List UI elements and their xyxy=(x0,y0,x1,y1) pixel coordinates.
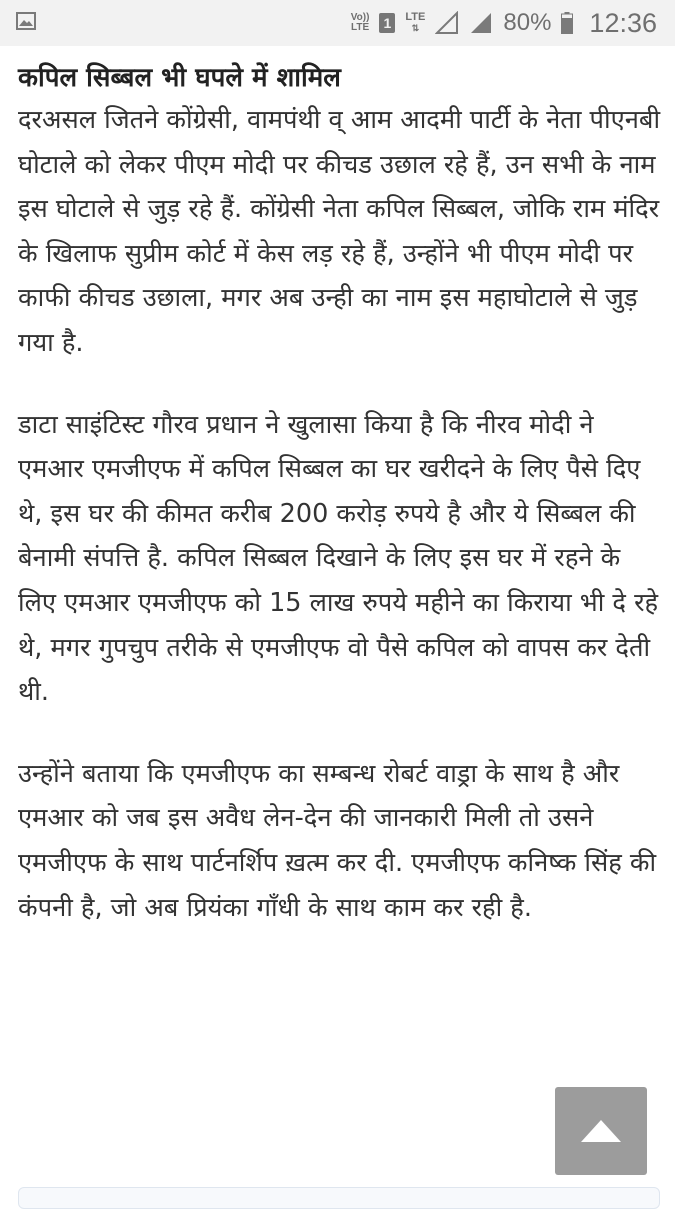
next-content-card xyxy=(18,1187,660,1209)
clock-time: 12:36 xyxy=(589,7,657,38)
battery-icon xyxy=(561,12,573,34)
data-arrows-icon: ⇅ xyxy=(411,23,420,33)
article-body xyxy=(18,58,663,967)
article-headline: कपिल सिब्बल भी घपले में शामिल xyxy=(18,63,341,93)
article-paragraph: दरअसल जितने कोंग्रेसी, वामपंथी व् आम आदमी पार्टी के नेता पीएनबी घोटाले को लेकर पीएम मोदी पर कीचड उछाल रहे हैं, उन सभी के नाम इस घोटाले से जुड़ रहे हैं. कोंग्रेसी नेता कपिल सिब्बल, जोकि राम मंदिर के खिलाफ सुप्रीम कोर्ट में केस लड़ रहे हैं, उन्होंने भी पीएम मोदी पर काफी कीचड उछाला, मगर अब उन्ही का नाम इस महाघोटाले से जुड़ गया है. xyxy=(18,105,661,358)
volte-indicator: Vo)) LTE xyxy=(350,12,370,33)
article-paragraph: डाटा साइंटिस्ट गौरव प्रधान ने खुलासा किया है कि नीरव मोदी ने एमआर एमजीएफ में कपिल सिब्बल का घर खरीदने के लिए पैसे दिए थे, इस घर की कीमत करीब 200 करोड़ रुपये है और ये सिब्बल की बेनामी संपत्ति है. कपिल सिब्बल दिखाने के लिए इस घर में रहने के लिए एमआर एमजीएफ को 15 लाख रुपये महीने का किराया भी दे रहे थे, मगर गुपचुप तरीके से एमजीएफ वो पैसे कपिल को वापस कर देती थी. xyxy=(18,409,659,708)
chevron-up-icon xyxy=(579,1118,623,1144)
sim-slot-badge: 1 xyxy=(379,13,395,33)
status-icons xyxy=(351,0,657,46)
scroll-to-top-button[interactable] xyxy=(555,1087,647,1175)
image-icon xyxy=(16,12,36,30)
battery-percent: 80% xyxy=(503,9,552,36)
signal-strength-icon xyxy=(469,11,493,35)
signal-outline-icon xyxy=(435,11,459,35)
lte-indicator: LTE ⇅ xyxy=(405,11,426,33)
article-paragraph: उन्होंने बताया कि एमजीएफ का सम्बन्ध रोबर्ट वाड्रा के साथ है और एमआर को जब इस अवैध लेन-देन की जानकारी मिली तो उसने एमजीएफ के साथ पार्टनर्शिप ख़त्म कर दी. एमजीएफ कनिष्क सिंह की कंपनी है, जो अब प्रियंका गाँधी के साथ काम कर रही है. xyxy=(18,758,657,923)
status-bar xyxy=(0,0,675,46)
